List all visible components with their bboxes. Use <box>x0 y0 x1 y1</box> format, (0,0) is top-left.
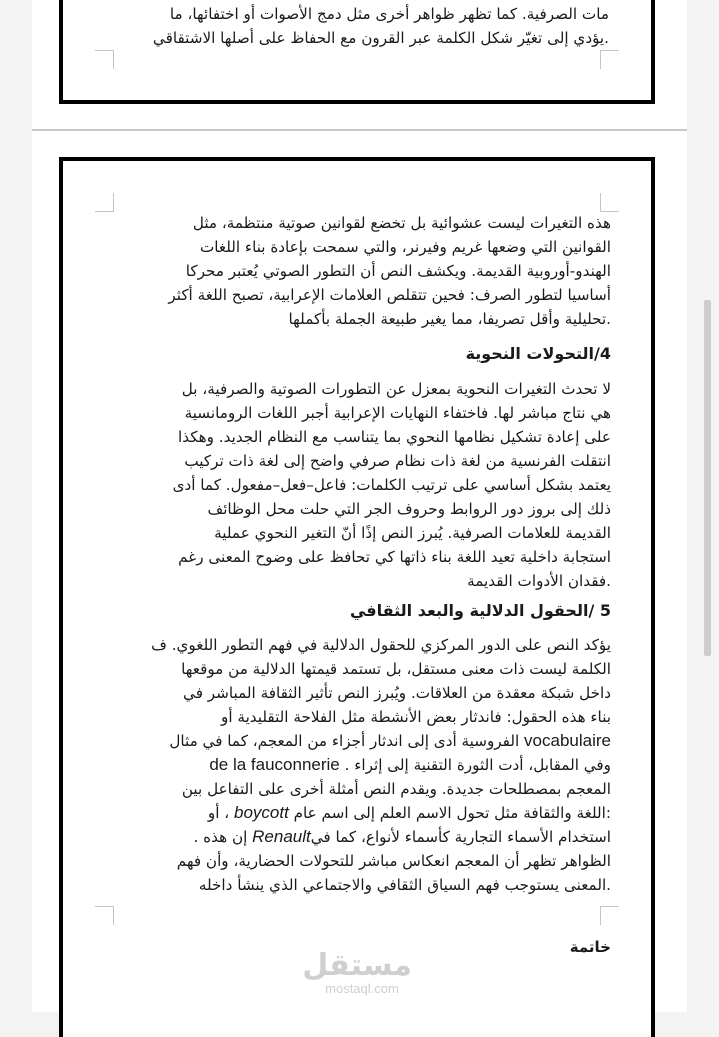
latin-term: boycott <box>233 803 289 822</box>
section-4-heading: 4/التحولات النحوية <box>465 344 611 363</box>
text-line: استجابة داخلية تعيد اللغة بناء ذاتها كي تحافظ على وضوح المعنى رغم <box>178 548 611 566</box>
margin-corner-mark <box>600 193 619 212</box>
text-line: هذه التغيرات ليست عشوائية بل تخضع لقوانين صوتية منتظمة، مثل <box>192 214 611 232</box>
latin-term: Renault <box>252 827 311 846</box>
page-separator <box>32 129 687 131</box>
text-line: أساسيا لتطور الصرف: فحين تتقلص العلامات الإعرابية، تصبح اللغة أكثر <box>168 286 611 304</box>
text-line: .فقدان الأدوات القديمة <box>467 572 611 590</box>
text-line-boycott <box>101 801 611 825</box>
text-line: يؤكد النص على الدور المركزي للحقول الدلالية في فهم التطور اللغوي. ف <box>151 636 611 654</box>
margin-corner-mark <box>95 193 114 212</box>
text-line: .تحليلية وأقل تصريفا، مما يغير طبيعة الجملة بأكملها <box>288 310 611 328</box>
text-line: لا تحدث التغيرات النحوية بمعزل عن التطورات الصوتية والصرفية، بل <box>181 380 611 398</box>
page-2-border-frame <box>59 157 655 1037</box>
text-line-vocabulaire <box>101 729 611 753</box>
text-line: الظواهر تظهر أن المعجم انعكاس مباشر للتحولات الحضارية، وأن فهم <box>176 852 611 870</box>
latin-term: de la fauconnerie <box>209 755 340 774</box>
conclusion-heading: خاتمة <box>569 938 611 956</box>
text-fragment: استخدام الأسماء التجارية كأسماء لأنواع، كما في <box>310 828 611 846</box>
page-1-border-frame <box>59 0 655 104</box>
text-line: بناء هذه الحقول: فاندثار بعض الأنشطة مثل الفلاحة التقليدية أو <box>221 708 611 726</box>
watermark-url: mostaql.com <box>325 981 399 996</box>
text-fragment: إن هذه . <box>193 828 248 846</box>
text-line: هي نتاج مباشر لها. فاختفاء النهايات الإعرابية أجبر اللغات الرومانسية <box>184 404 611 422</box>
section-5-heading: 5 /الحقول الدلالية والبعد الثقافي <box>349 601 611 620</box>
latin-term: vocabulaire <box>524 731 611 750</box>
section-5-paragraph <box>101 633 611 897</box>
text-line: مات الصرفية. كما تظهر ظواهر أخرى مثل دمج الأصوات أو اختفائها، ما <box>169 5 609 23</box>
intro-paragraph <box>101 211 611 331</box>
text-line: .يؤدي إلى تغيّر شكل الكلمة عبر القرون مع الحفاظ على أصلها الاشتقاقي <box>152 29 609 47</box>
text-line: القديمة للعلامات الصرفية. يُبرز النص إذًا أنّ التغير النحوي عملية <box>214 524 611 542</box>
text-fragment: وفي المقابل، أدت الثورة التقنية إلى إثراء . <box>344 756 611 774</box>
margin-corner-mark <box>600 906 619 925</box>
text-line: داخل شبكة معقدة من العلاقات. ويُبرز النص تأثير الثقافة المباشر في <box>183 684 611 702</box>
text-fragment: ، أو <box>207 804 230 822</box>
text-line: الهندو-أوروبية القديمة. ويكشف النص أن التطور الصوتي يُعتبر محركا <box>185 262 611 280</box>
text-line: انتقلت الفرنسية من لغة ذات نظام صرفي واضح إلى لغة ذات تركيب <box>184 452 611 470</box>
text-fragment: :اللغة والثقافة مثل تحول الاسم العلم إلى اسم عام <box>293 804 611 822</box>
text-fragment: الفروسية أدى إلى اندثار أجزاء من المعجم، كما في مثال <box>169 732 520 750</box>
text-line: .المعنى يستوجب فهم السياق الثقافي والاجتماعي الذي ينشأ داخله <box>198 876 611 894</box>
margin-corner-mark <box>95 50 114 69</box>
text-line: المعجم بمصطلحات جديدة. ويقدم النص أمثلة أخرى على التفاعل بين <box>181 780 611 798</box>
text-line: يعتمد بشكل أساسي على ترتيب الكلمات: فاعل–فعل–مفعول. كما أدى <box>172 476 611 494</box>
text-line: القوانين التي وضعها غريم وفيرنر، والتي سمحت بإعادة بناء اللغات <box>199 238 611 256</box>
text-line-renault <box>101 825 611 849</box>
scrollbar-thumb[interactable] <box>704 300 711 656</box>
watermark-logo: مستقل <box>302 948 412 983</box>
section-4-paragraph <box>101 377 611 593</box>
page-1-paragraph <box>101 2 609 50</box>
text-line: ذلك إلى بروز دور الروابط وحروف الجر التي حلت محل الوظائف <box>207 500 611 518</box>
margin-corner-mark <box>95 906 114 925</box>
text-line: على إعادة تشكيل نظامها النحوي بما يتناسب مع النظام الجديد. وهكذا <box>178 428 611 446</box>
text-line: الكلمة ليست ذات معنى مستقل، بل تستمد قيمتها الدلالية من موقعها <box>181 660 611 678</box>
margin-corner-mark <box>600 50 619 69</box>
text-line-fauconnerie <box>101 753 611 777</box>
